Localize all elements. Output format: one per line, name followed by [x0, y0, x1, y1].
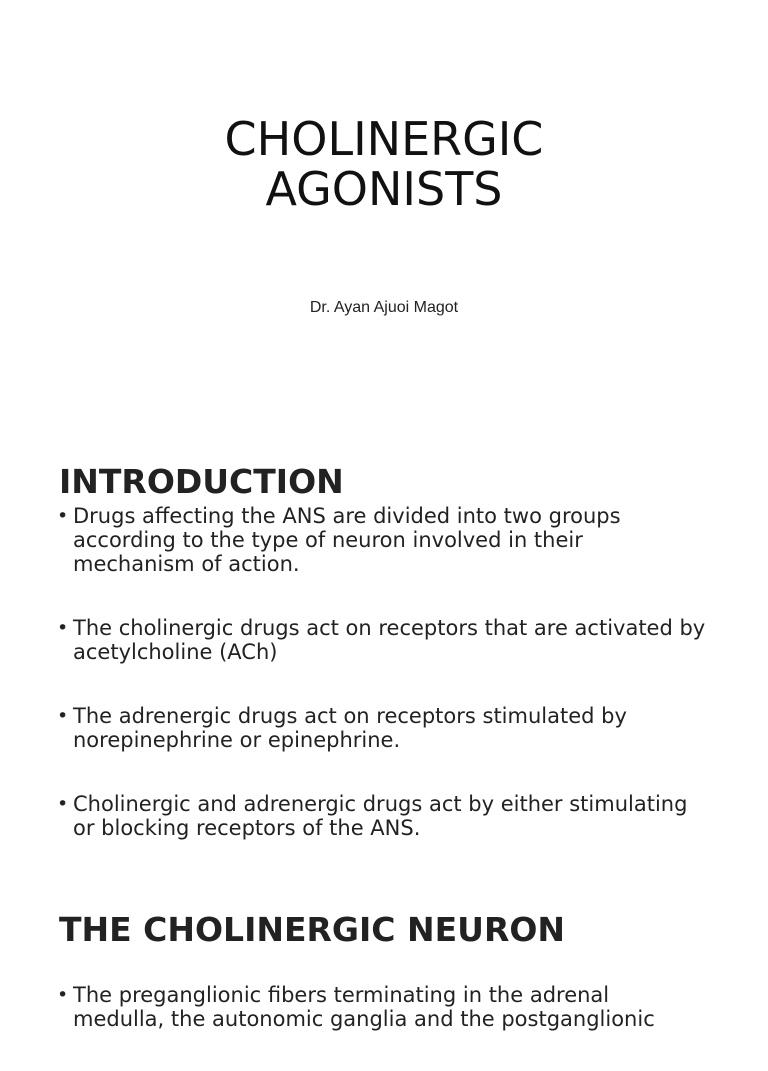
introduction-bullet-list: [57, 504, 707, 880]
bullet-text: Drugs affecting the ANS are divided into two groups according to the type of neuron involved in their mechanism of action.: [73, 504, 621, 576]
cholinergic-neuron-heading: THE CHOLINERGIC NEURON: [59, 910, 566, 949]
title-slide: [0, 0, 768, 400]
introduction-heading: INTRODUCTION: [59, 462, 344, 501]
bullet-marker: •: [57, 984, 69, 1006]
cholinergic-neuron-bullet-list: [57, 983, 707, 1071]
bullet-item: [57, 616, 707, 664]
slide-title: [0, 114, 768, 214]
bullet-text: The adrenergic drugs act on receptors stimulated by norepinephrine or epinephrine.: [73, 704, 627, 752]
bullet-item: [57, 792, 707, 840]
author-name: Dr. Ayan Ajuoi Magot: [309, 299, 459, 316]
bullet-marker: •: [57, 793, 69, 815]
bullet-item: [57, 504, 707, 576]
bullet-text: The preganglionic fibers terminating in the adrenal medulla, the autonomic ganglia and the postganglionic: [73, 983, 655, 1031]
bullet-marker: •: [57, 505, 69, 527]
bullet-marker: •: [57, 617, 69, 639]
slide-title-line-1: CHOLINERGIC: [224, 112, 544, 166]
bullet-marker: •: [57, 705, 69, 727]
bullet-text: The cholinergic drugs act on receptors that are activated by acetylcholine (ACh): [73, 616, 706, 664]
bullet-item: [57, 704, 707, 752]
bullet-text: Cholinergic and adrenergic drugs act by either stimulating or blocking receptors of the ANS.: [73, 792, 688, 840]
slide-title-line-2: AGONISTS: [265, 162, 503, 216]
